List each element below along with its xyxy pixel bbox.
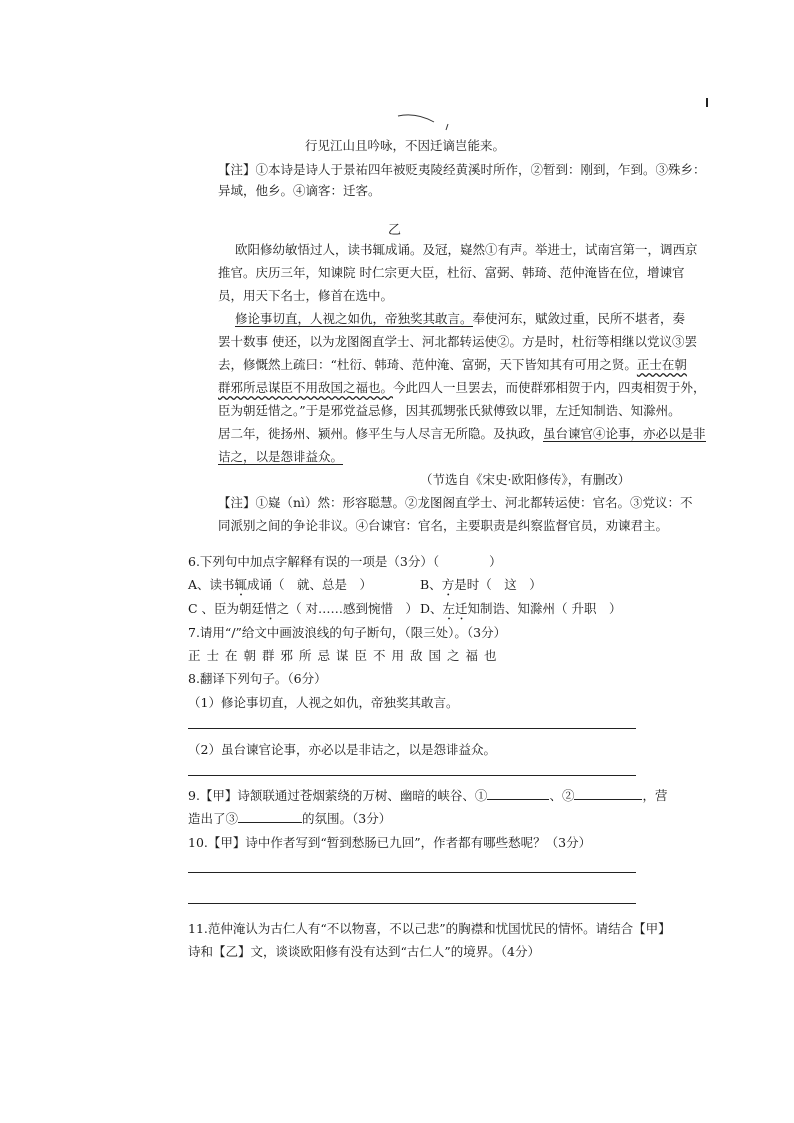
underlined-sentence-1: 修论事切直，人视之如仇，帝独奖其敢言。	[235, 311, 473, 326]
wavy-sentence-part-1: 正士在朝	[636, 357, 687, 372]
passage-line	[235, 309, 685, 327]
q9-blank-1[interactable]	[487, 799, 549, 800]
scan-mark-right	[706, 98, 708, 107]
poem-last-line: 行见江山且吟咏，不因迁谪岂能来。	[305, 138, 506, 153]
q9-line-1: 9.【甲】诗颔联通过苍烟萦绕的万树、幽暗的峡谷、① 、② ，营	[188, 788, 668, 803]
poem-note-line-1: 【注】①本诗是诗人于景祐四年被贬夷陵经黄溪时所作，②暂到：刚到，乍到。③殊乡：	[218, 162, 706, 177]
passage-line: 欧阳修幼敏悟过人，读书辄成诵。及冠，嶷然①有声。举进士，试南宫第一，调西京	[235, 242, 698, 257]
passage-line: 推官。庆历三年，知谏院 时仁宗更大臣，杜衍、富弼、韩琦、范仲淹皆在位，增谏官	[218, 265, 685, 280]
q6-option-b: B、方是时（ 这 ）	[420, 577, 542, 592]
passage-line	[218, 355, 687, 373]
q6-option-c: C 、臣为朝廷惜之（ 对……感到惋惜 ）	[188, 601, 419, 616]
passage-line: 员，用天下名士，修首在选中。	[218, 288, 394, 303]
q6-option-a: A、读书辄成诵（ 就、总是 ）	[188, 577, 373, 592]
q10-stem: 10.【甲】诗中作者写到“暂到愁肠已九回”，作者都有哪些愁呢？（3分）	[188, 835, 592, 850]
passage-note-line-2: 同派别之间的争论非议。④台谏官：官名，主要职责是纠察监督官员，劝谏君主。	[218, 518, 669, 533]
passage-note-line-1: 【注】①嶷（nì）然：形容聪慧。②龙图阁直学士、河北都转运使：官名。③党议：不	[218, 495, 693, 510]
passage-text: 今此四人一旦罢去，而使群邪相贺于内，四夷相贺于外，	[393, 380, 706, 395]
passage-line	[218, 424, 706, 442]
passage-text: 居二年，徙扬州、颍州。修平生与人尽言无所隐。及执政，	[218, 426, 544, 441]
q8-stem: 8.翻译下列句子。（6分）	[188, 671, 327, 686]
underlined-sentence-2a: 虽台谏官④论事，亦必以是非	[543, 426, 706, 441]
poem-note-line-2: 异域，他乡。④谪客：迁客。	[218, 183, 381, 198]
passage-text: 奉使河东，赋敛过重，民所不堪者，奏	[472, 311, 686, 326]
q11-line-2: 诗和【乙】文，谈谈欧阳修有没有达到“古仁人”的境界。（4分）	[188, 944, 540, 959]
q10-answer-line-2[interactable]	[188, 903, 636, 904]
passage-text: 去，修慨然上疏曰：“杜衍、韩琦、范仲淹、富弼，天下皆知其有可用之贤。	[218, 357, 637, 372]
q9-line-2: 造出了③ 的氛围。（3分）	[188, 811, 392, 826]
passage-line	[218, 378, 706, 396]
scan-curve-mark	[396, 112, 456, 132]
q8-sentence-2: （2）虽台谏官论事，亦必以是非诘之，以是怨诽益众。	[188, 742, 496, 757]
passage-line	[218, 447, 343, 465]
q9-blank-2[interactable]	[574, 799, 642, 800]
q7-stem: 7.请用“/”给文中画波浪线的句子断句，（限三处）。（3分）	[188, 625, 507, 640]
passage-line: 罢十数事 使还，以为龙图阁直学士、河北都转运使②。方是时，杜衍等相继以党议③罢	[218, 334, 697, 349]
q6-stem: 6.下列句中加点字解释有误的一项是（3分）（ ）	[188, 554, 502, 569]
passage-source: （节选自《宋史·欧阳修传》，有删改）	[420, 472, 631, 487]
q9-blank-3[interactable]	[238, 822, 302, 823]
passage-heading: 乙	[388, 223, 402, 238]
q10-answer-line-1[interactable]	[188, 872, 636, 873]
q6-option-d: D、左迁知制诰、知滁州（ 升职 ）	[420, 601, 622, 616]
underlined-sentence-2b: 诘之，以是怨诽益众。	[218, 449, 344, 464]
q7-sentence[interactable]: 正士在朝群邪所忌谋臣不用敌国之福也	[188, 648, 503, 663]
q11-line-1: 11.范仲淹认为古仁人有“不以物喜，不以己悲”的胸襟和忧国忧民的情怀。请结合【甲】	[188, 921, 671, 936]
q8-answer-line-1[interactable]	[188, 728, 636, 729]
q8-sentence-1: （1）修论事切直，人视之如仇，帝独奖其敢言。	[188, 695, 459, 710]
q8-answer-line-2[interactable]	[188, 775, 636, 776]
wavy-sentence-part-2: 群邪所忌谋臣不用敌国之福也。	[218, 380, 394, 395]
passage-line: 臣为朝廷惜之。”于是邪党益忌修，因其孤甥张氏狱傅致以罪，左迁知制诰、知滁州。	[218, 403, 681, 418]
